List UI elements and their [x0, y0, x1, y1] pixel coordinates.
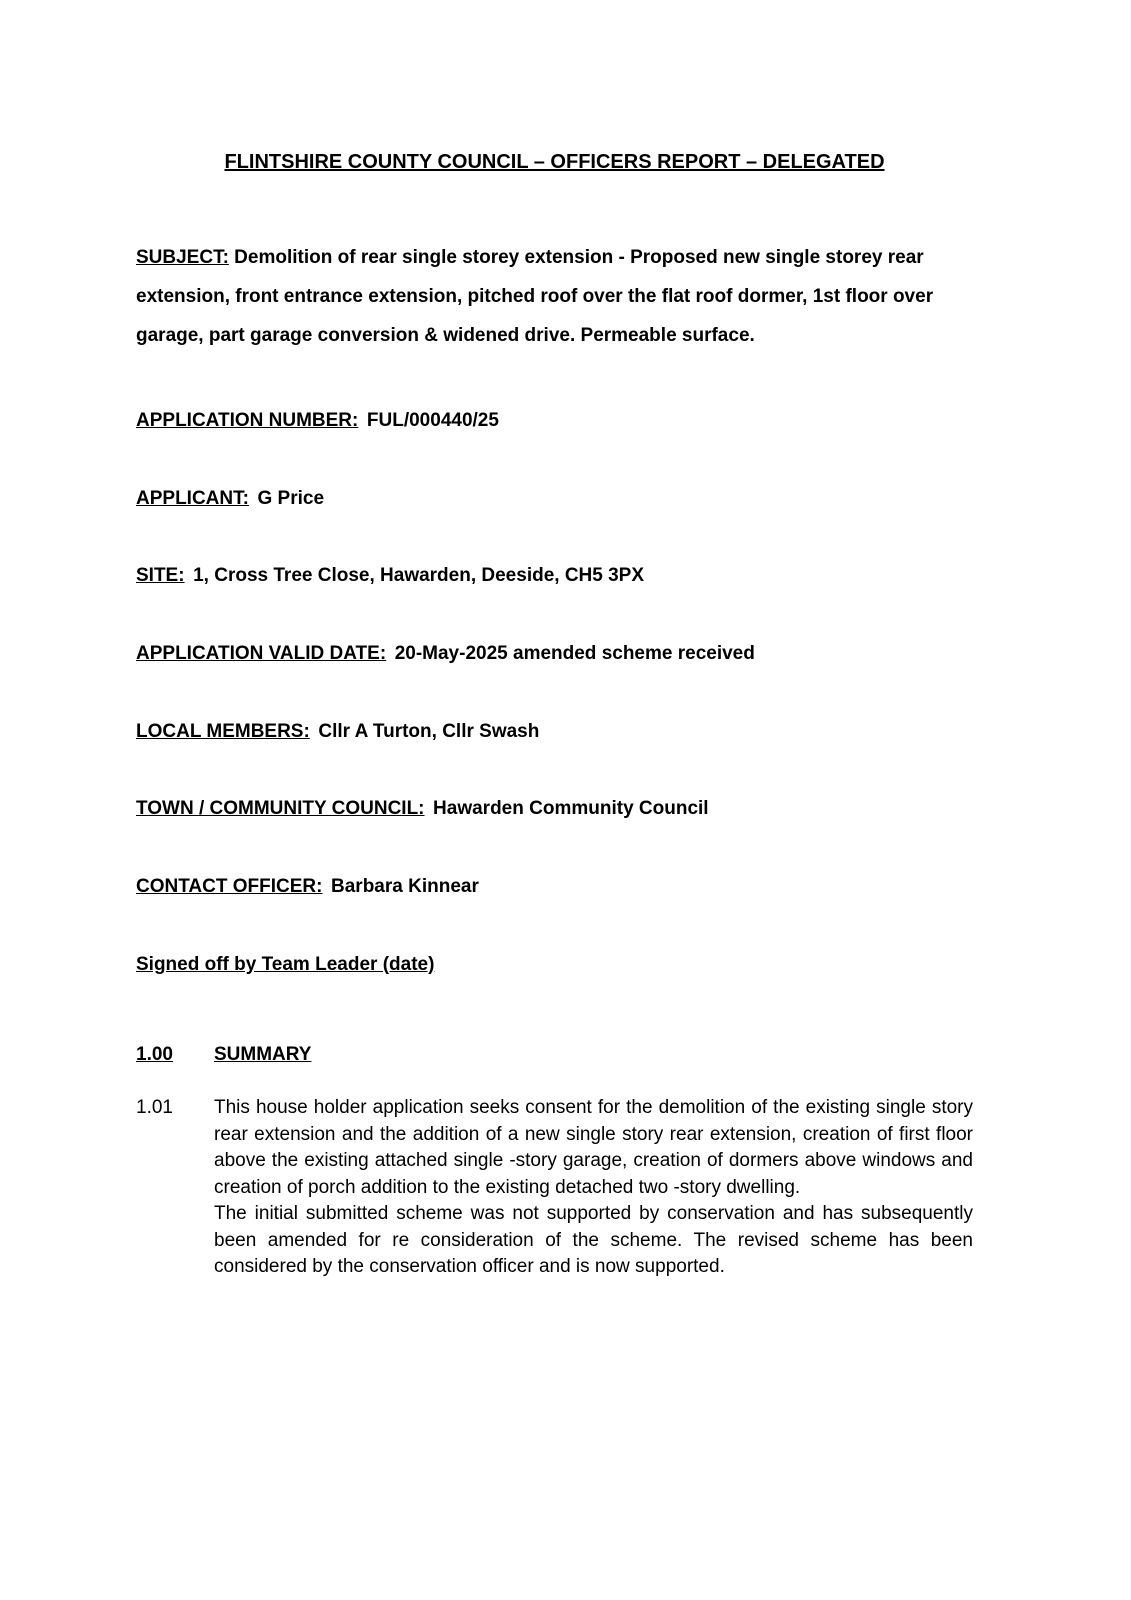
field-row-town-community-council: [136, 797, 973, 822]
section-number: 1.00: [136, 1044, 173, 1066]
field-value: Cllr A Turton, Cllr Swash: [318, 720, 540, 742]
field-row-applicant: [136, 487, 973, 512]
field-row-application-valid-date: [136, 642, 973, 667]
field-row-site: [136, 564, 973, 589]
paragraph-row: [136, 1095, 973, 1281]
field-label: APPLICATION VALID DATE:: [136, 642, 387, 664]
field-label: CONTACT OFFICER:: [136, 875, 323, 897]
field-value: FUL/000440/25: [366, 409, 499, 431]
field-label: SITE:: [136, 565, 185, 587]
field-value: Hawarden Community Council: [433, 798, 709, 820]
field-label: TOWN / COMMUNITY COUNCIL:: [136, 798, 425, 820]
page-title: FLINTSHIRE COUNTY COUNCIL – OFFICERS REPORT – DELEGATED: [224, 151, 885, 173]
field-value: 20-May-2025 amended scheme received: [394, 642, 755, 664]
subject-label: SUBJECT:: [136, 247, 229, 268]
field-label: APPLICANT:: [136, 487, 249, 509]
paragraph-block: This house holder application seeks consent for the demolition of the existing single story rear extension and the addition of a new single story rear extension, creation of first floor above the existing attached single -story garage, creation of dormers above windows and creation of porch addition to the existing detached two -story dwelling.: [214, 1097, 973, 1198]
field-value: G Price: [257, 487, 325, 509]
field-label: APPLICATION NUMBER:: [136, 409, 359, 431]
field-row-contact-officer: [136, 875, 973, 900]
field-row-local-members: [136, 720, 973, 745]
field-label: LOCAL MEMBERS:: [136, 720, 310, 742]
paragraph-text: [214, 1095, 973, 1281]
field-row-application-number: [136, 409, 973, 434]
field-value: Barbara Kinnear: [331, 875, 479, 897]
subject-text: Demolition of rear single storey extension - Proposed new single storey rear extension, front entrance extension, pitched roof over the flat roof dormer, 1st floor over garage, part garage conversion & widened drive. Permeable surface.: [136, 247, 934, 346]
paragraph-block: The initial submitted scheme was not supported by conservation and has subsequently been amended for re consideration of the scheme. The revised scheme has been considered by the conservation officer and is now supported.: [214, 1203, 973, 1277]
field-value: 1, Cross Tree Close, Hawarden, Deeside, CH5 3PX: [193, 565, 645, 587]
section-heading-row: [136, 1043, 973, 1068]
section-heading: SUMMARY: [214, 1044, 312, 1066]
signoff-line: Signed off by Team Leader (date): [136, 953, 435, 975]
paragraph-number: 1.01: [136, 1097, 173, 1118]
subject-paragraph: [136, 239, 973, 356]
